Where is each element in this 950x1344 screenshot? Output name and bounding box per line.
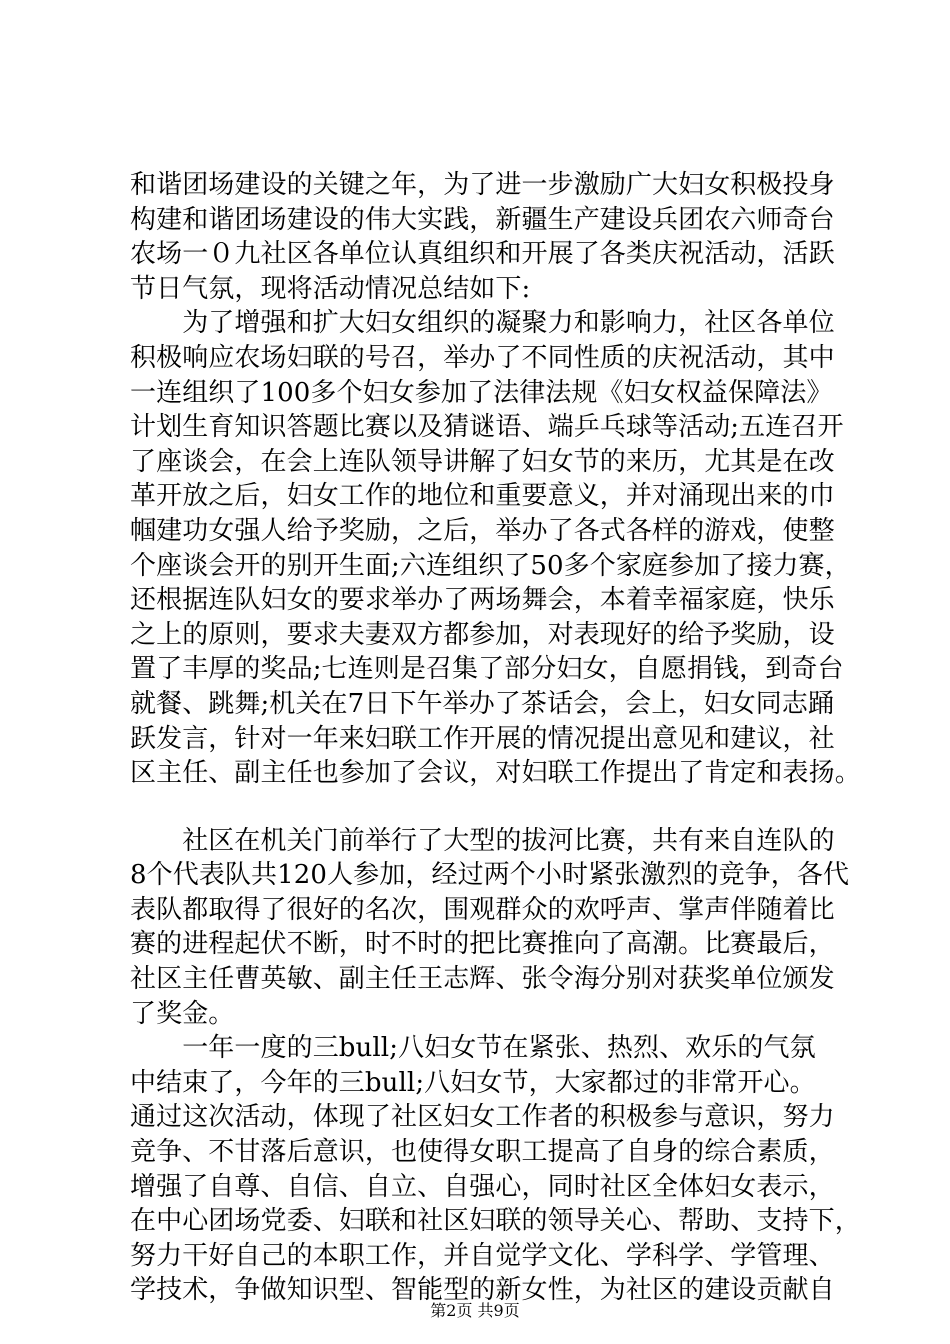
paragraph-activities	[130, 306, 861, 790]
text-line: 了奖金。	[130, 998, 235, 1029]
text-line: 农场一０九社区各单位认真组织和开展了各类庆祝活动，活跃	[130, 239, 835, 270]
text-line: 节日气氛，现将活动情况总结如下:	[130, 273, 531, 304]
text-line: 置了丰厚的奖品;七连则是召集了部分妇女，自愿捐钱，到奇台	[130, 654, 844, 685]
text-line: 一连组织了100多个妇女参加了法律法规《妇女权益保障法》	[130, 377, 833, 408]
text-line: 构建和谐团场建设的伟大实践，新疆生产建设兵团农六师奇台	[130, 204, 835, 235]
paragraph-gap	[130, 791, 830, 824]
text-line: 努力干好自己的本职工作，并自觉学文化、学科学、学管理、	[130, 1240, 835, 1271]
text-line: 之上的原则，要求夫妻双方都参加，对表现好的给予奖励，设	[130, 619, 835, 650]
text-line: 积极响应农场妇联的号召，举办了不同性质的庆祝活动，其中	[130, 342, 835, 373]
page-number-footer: 第2页 共9页	[430, 1301, 520, 1320]
text-line: 了座谈会，在会上连队领导讲解了妇女节的来历，尤其是在改	[130, 446, 835, 477]
text-line: 为了增强和扩大妇女组织的凝聚力和影响力，社区各单位	[130, 308, 835, 339]
text-line: 在中心团场党委、妇联和社区妇联的领导关心、帮助、支持下，	[130, 1206, 861, 1237]
text-line: 跃发言，针对一年来妇联工作开展的情况提出意见和建议，社	[130, 723, 835, 754]
text-line: 社区主任曹英敏、副主任王志辉、张令海分别对获奖单位颁发	[130, 964, 835, 995]
text-line: 帼建功女强人给予奖励，之后，举办了各式各样的游戏，使整	[130, 515, 835, 546]
text-line: 个座谈会开的别开生面;六连组织了50多个家庭参加了接力赛，	[130, 550, 851, 581]
text-line: 赛的进程起伏不断，时不时的把比赛推向了高潮。比赛最后，	[130, 929, 835, 960]
text-line: 社区在机关门前举行了大型的拔河比赛，共有来自连队的	[130, 825, 835, 856]
text-line: 和谐团场建设的关键之年，为了进一步激励广大妇女积极投身	[130, 170, 835, 200]
text-line: 8个代表队共120人参加，经过两个小时紧张激烈的竞争，各代	[130, 860, 850, 891]
text-line: 计划生育知识答题比赛以及猜谜语、端乒乓球等活动;五连召开	[130, 412, 844, 443]
text-line: 竞争、不甘落后意识，也使得女职工提高了自身的综合素质，	[130, 1137, 835, 1168]
paragraph-tug-of-war	[130, 824, 850, 1032]
text-line: 还根据连队妇女的要求举办了两场舞会，本着幸福家庭，快乐	[130, 585, 835, 616]
text-line: 就餐、跳舞;机关在7日下午举办了茶话会，会上，妇女同志踊	[130, 688, 835, 719]
text-line: 表队都取得了很好的名次，围观群众的欢呼声、掌声伴随着比	[130, 894, 835, 925]
paragraph-intro	[130, 168, 835, 306]
text-line: 学技术，争做知识型、智能型的新女性，为社区的建设贡献自	[130, 1275, 835, 1306]
text-line: 一年一度的三bull;八妇女节在紧张、热烈、欢乐的气氛	[130, 1033, 816, 1064]
text-line: 区主任、副主任也参加了会议，对妇联工作提出了肯定和表扬。	[130, 758, 861, 789]
text-line: 革开放之后，妇女工作的地位和重要意义，并对涌现出来的巾	[130, 481, 835, 512]
text-line: 中结束了，今年的三bull;八妇女节，大家都过的非常开心。	[130, 1067, 816, 1098]
paragraph-conclusion	[130, 1031, 861, 1308]
body-text	[130, 168, 861, 1308]
text-line: 通过这次活动，体现了社区妇女工作者的积极参与意识，努力	[130, 1102, 835, 1133]
text-line: 增强了自尊、自信、自立、自强心，同时社区全体妇女表示，	[130, 1171, 835, 1202]
